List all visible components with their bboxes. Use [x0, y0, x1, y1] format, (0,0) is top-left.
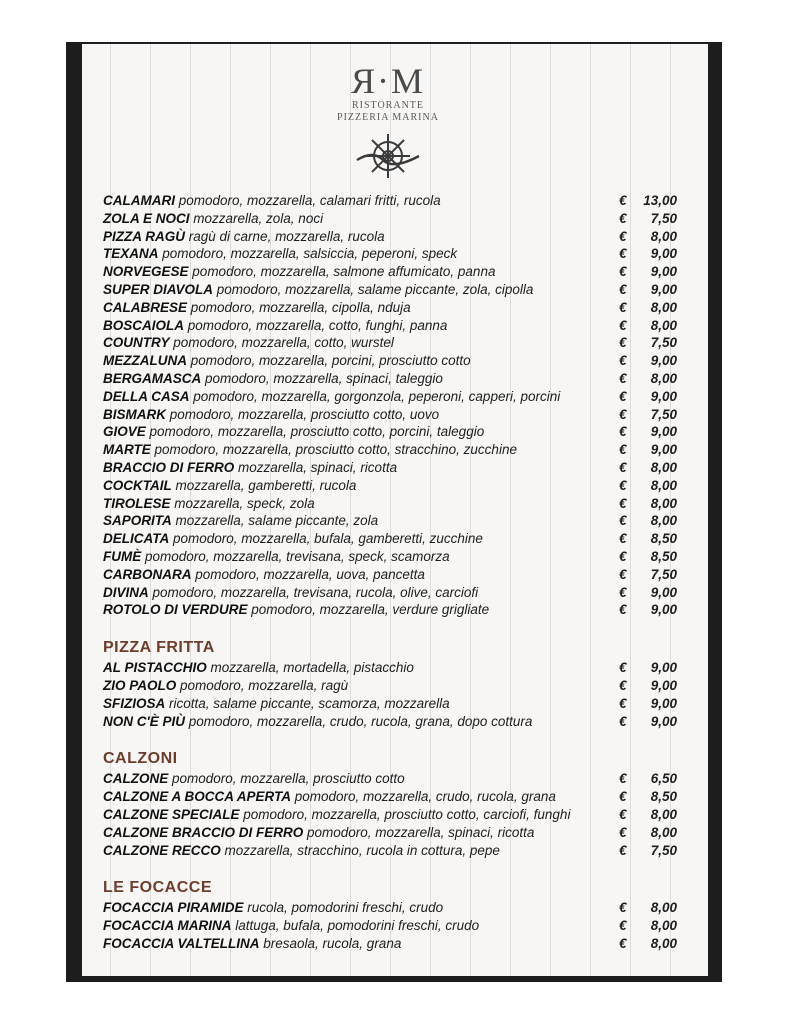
section-title: CALZONI [103, 750, 178, 768]
menu-item [103, 530, 683, 548]
menu-item [103, 281, 683, 299]
item-description: pomodoro, mozzarella, prosciutto cotto [172, 771, 405, 787]
menu-item [103, 788, 683, 806]
menu-item [103, 824, 683, 842]
item-description: pomodoro, mozzarella, gorgonzola, peperoni, capperi, porcini [193, 388, 561, 404]
item-name: ZIO PAOLO [103, 677, 177, 693]
currency-symbol: € [619, 531, 627, 547]
currency-symbol: € [619, 210, 627, 226]
item-description: pomodoro, mozzarella, salame piccante, zola, cipolla [216, 281, 534, 297]
currency-symbol: € [619, 806, 627, 822]
item-price: 9,00 [650, 388, 677, 404]
item-name: DELICATA [103, 531, 170, 547]
item-description: mozzarella, spinaci, ricotta [238, 459, 398, 475]
menu-item [103, 713, 683, 731]
currency-symbol: € [619, 459, 627, 475]
menu-item [103, 441, 683, 459]
item-description: mozzarella, zola, noci [193, 210, 324, 226]
item-price: 8,00 [650, 824, 677, 840]
item-price: 8,00 [650, 228, 677, 244]
item-description: mozzarella, salame piccante, zola [175, 513, 379, 529]
item-price: 9,00 [650, 602, 677, 618]
currency-symbol: € [619, 660, 627, 676]
menu-item [103, 352, 683, 370]
item-description: ragù di carne, mozzarella, rucola [188, 228, 385, 244]
item-price: 8,50 [650, 531, 677, 547]
item-price: 8,00 [650, 935, 677, 951]
item-name: NORVEGESE [103, 264, 189, 280]
item-price: 9,00 [650, 660, 677, 676]
item-name: CALZONE RECCO [103, 842, 221, 858]
item-description: pomodoro, mozzarella, crudo, rucola, grana [294, 789, 556, 805]
item-price: 8,00 [650, 459, 677, 475]
section-gap [103, 859, 683, 867]
currency-symbol: € [619, 335, 627, 351]
item-description: pomodoro, mozzarella, porcini, prosciutto cotto [190, 353, 471, 369]
item-name: CALZONE A BOCCA APERTA [103, 789, 291, 805]
menu-item [103, 770, 683, 788]
item-price: 9,00 [650, 264, 677, 280]
item-price: 8,00 [650, 918, 677, 934]
item-description: pomodoro, mozzarella, spinaci, ricotta [307, 824, 535, 840]
currency-symbol: € [619, 677, 627, 693]
item-price: 8,00 [650, 370, 677, 386]
item-description: pomodoro, mozzarella, prosciutto cotto, stracchino, zucchine [154, 442, 517, 458]
menu-item [103, 388, 683, 406]
section-gap [103, 619, 683, 627]
item-description: pomodoro, mozzarella, cipolla, nduja [190, 299, 411, 315]
item-description: pomodoro, mozzarella, salsiccia, peperoni, speck [162, 246, 458, 262]
menu-item [103, 842, 683, 860]
item-name: CALZONE [103, 771, 169, 787]
menu-item [103, 677, 683, 695]
item-price: 7,50 [650, 335, 677, 351]
item-name: CALZONE SPECIALE [103, 806, 240, 822]
currency-symbol: € [619, 789, 627, 805]
menu-item [103, 210, 683, 228]
item-price: 8,00 [650, 900, 677, 916]
item-name: COUNTRY [103, 335, 170, 351]
item-name: TIROLESE [103, 495, 171, 511]
currency-symbol: € [619, 771, 627, 787]
item-price: 9,00 [650, 281, 677, 297]
item-description: pomodoro, mozzarella, uova, pancetta [195, 566, 425, 582]
section-title: PIZZA FRITTA [103, 639, 215, 657]
menu-item [103, 495, 683, 513]
item-description: rucola, pomodorini freschi, crudo [247, 900, 444, 916]
item-price: 8,00 [650, 299, 677, 315]
section-gap [103, 730, 683, 738]
item-description: bresaola, rucola, grana [263, 935, 402, 951]
menu-item [103, 245, 683, 263]
menu-item [103, 334, 683, 352]
menu-item [103, 423, 683, 441]
menu-item [103, 548, 683, 566]
currency-symbol: € [619, 388, 627, 404]
currency-symbol: € [619, 317, 627, 333]
item-price: 8,00 [650, 513, 677, 529]
item-name: BERGAMASCA [103, 370, 202, 386]
item-name: NON C'È PIÙ [103, 713, 185, 729]
item-price: 9,00 [650, 713, 677, 729]
item-name: GIOVE [103, 424, 146, 440]
currency-symbol: € [619, 353, 627, 369]
item-description: mozzarella, speck, zola [174, 495, 315, 511]
item-price: 7,50 [650, 566, 677, 582]
currency-symbol: € [619, 566, 627, 582]
item-price: 9,00 [650, 695, 677, 711]
restaurant-logo [328, 62, 448, 190]
currency-symbol: € [619, 935, 627, 951]
item-price: 7,50 [650, 406, 677, 422]
currency-symbol: € [619, 900, 627, 916]
item-description: pomodoro, mozzarella, prosciutto cotto, porcini, taleggio [149, 424, 485, 440]
item-description: pomodoro, mozzarella, prosciutto cotto, uovo [169, 406, 440, 422]
menu-item [103, 459, 683, 477]
item-price: 9,00 [650, 246, 677, 262]
item-name: BOSCAIOLA [103, 317, 184, 333]
menu-item [103, 317, 683, 335]
currency-symbol: € [619, 370, 627, 386]
currency-symbol: € [619, 477, 627, 493]
item-price: 13,00 [643, 193, 677, 208]
currency-symbol: € [619, 495, 627, 511]
item-name: FOCACCIA MARINA [103, 918, 232, 934]
item-name: SAPORITA [103, 513, 172, 529]
item-name: BRACCIO DI FERRO [103, 459, 235, 475]
currency-symbol: € [619, 406, 627, 422]
item-name: FUMÈ [103, 548, 142, 564]
item-price: 9,00 [650, 677, 677, 693]
currency-symbol: € [619, 695, 627, 711]
currency-symbol: € [619, 602, 627, 618]
item-name: CALABRESE [103, 299, 188, 315]
menu-item [103, 263, 683, 281]
item-price: 9,00 [650, 442, 677, 458]
item-description: lattuga, bufala, pomodorini freschi, crudo [235, 918, 480, 934]
item-price: 6,50 [650, 771, 677, 787]
item-price: 8,50 [650, 789, 677, 805]
item-description: pomodoro, mozzarella, trevisana, rucola, olive, carciofi [152, 584, 479, 600]
item-description: ricotta, salame piccante, scamorza, mozzarella [169, 695, 450, 711]
menu-item [103, 192, 683, 210]
item-name: SFIZIOSA [103, 695, 166, 711]
menu-item [103, 917, 683, 935]
menu-item [103, 695, 683, 713]
logo-line-ristorante: RISTORANTE [351, 100, 425, 111]
menu-item [103, 370, 683, 388]
logo-monogram: Я·M [350, 61, 425, 101]
item-description: pomodoro, mozzarella, salmone affumicato, panna [192, 264, 496, 280]
item-description: pomodoro, mozzarella, ragù [180, 677, 349, 693]
menu-content [103, 192, 683, 953]
menu-item [103, 899, 683, 917]
menu-item [103, 566, 683, 584]
currency-symbol: € [619, 548, 627, 564]
menu-item [103, 406, 683, 424]
item-description: pomodoro, mozzarella, prosciutto cotto, carciofi, funghi [243, 806, 571, 822]
section-title: LE FOCACCE [103, 879, 212, 897]
item-name: SUPER DIAVOLA [103, 281, 214, 297]
item-price: 8,00 [650, 806, 677, 822]
currency-symbol: € [619, 264, 627, 280]
menu-item [103, 512, 683, 530]
item-description: mozzarella, mortadella, pistacchio [210, 660, 414, 676]
item-name: ZOLA E NOCI [103, 210, 190, 226]
item-name: BISMARK [103, 406, 166, 422]
item-description: pomodoro, mozzarella, bufala, gamberetti, zucchine [173, 531, 483, 547]
item-name: MEZZALUNA [103, 353, 187, 369]
item-price: 7,50 [650, 210, 677, 226]
item-description: pomodoro, mozzarella, spinaci, taleggio [205, 370, 443, 386]
currency-symbol: € [619, 228, 627, 244]
currency-symbol: € [619, 281, 627, 297]
item-name: TEXANA [103, 246, 159, 262]
item-description: pomodoro, mozzarella, cotto, wurstel [173, 335, 394, 351]
currency-symbol: € [619, 824, 627, 840]
menu-item [103, 601, 683, 619]
currency-symbol: € [619, 918, 627, 934]
item-price: 8,50 [650, 548, 677, 564]
currency-symbol: € [619, 424, 627, 440]
item-name: COCKTAIL [103, 477, 172, 493]
item-description: pomodoro, mozzarella, trevisana, speck, scamorza [145, 548, 450, 564]
currency-symbol: € [619, 299, 627, 315]
menu-item [103, 228, 683, 246]
item-name: CALZONE BRACCIO DI FERRO [103, 824, 304, 840]
currency-symbol: € [619, 584, 627, 600]
item-name: DELLA CASA [103, 388, 190, 404]
item-price: 9,00 [650, 353, 677, 369]
currency-symbol: € [619, 193, 627, 208]
menu-item [103, 477, 683, 495]
currency-symbol: € [619, 442, 627, 458]
item-price: 9,00 [650, 584, 677, 600]
item-name: AL PISTACCHIO [103, 660, 207, 676]
item-price: 8,00 [650, 477, 677, 493]
menu-item [103, 584, 683, 602]
item-description: mozzarella, stracchino, rucola in cottura, pepe [224, 842, 500, 858]
menu-item [103, 806, 683, 824]
item-description: pomodoro, mozzarella, cotto, funghi, panna [187, 317, 448, 333]
currency-symbol: € [619, 513, 627, 529]
item-description: pomodoro, mozzarella, verdure grigliate [251, 602, 490, 618]
item-name: MARTE [103, 442, 151, 458]
item-name: ROTOLO DI VERDURE [103, 602, 248, 618]
item-name: CARBONARA [103, 566, 192, 582]
item-price: 8,00 [650, 495, 677, 511]
item-price: 7,50 [650, 842, 677, 858]
item-name: FOCACCIA VALTELLINA [103, 935, 260, 951]
item-name: DIVINA [103, 584, 149, 600]
menu-item [103, 935, 683, 953]
item-price: 9,00 [650, 424, 677, 440]
item-description: pomodoro, mozzarella, crudo, rucola, grana, dopo cottura [188, 713, 533, 729]
currency-symbol: € [619, 246, 627, 262]
ship-wheel-icon [353, 126, 423, 182]
item-price: 8,00 [650, 317, 677, 333]
menu-item [103, 659, 683, 677]
currency-symbol: € [619, 842, 627, 858]
item-name: PIZZA RAGÙ [103, 228, 185, 244]
item-description: pomodoro, mozzarella, calamari fritti, rucola [178, 193, 441, 208]
item-name: CALAMARI [103, 193, 175, 208]
logo-line-pizzeria: PIZZERIA MARINA [337, 112, 439, 123]
currency-symbol: € [619, 713, 627, 729]
item-description: mozzarella, gamberetti, rucola [175, 477, 357, 493]
item-name: FOCACCIA PIRAMIDE [103, 900, 244, 916]
menu-item [103, 299, 683, 317]
